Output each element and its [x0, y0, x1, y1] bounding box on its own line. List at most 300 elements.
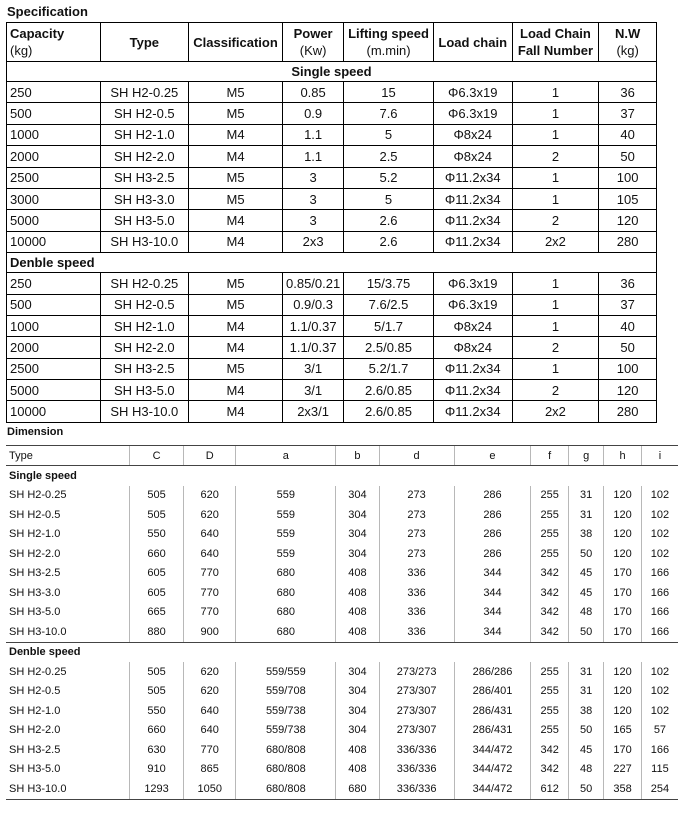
- spec-cell: 5000: [7, 210, 101, 231]
- spec-row: [7, 146, 657, 167]
- header-nw: N.W (kg): [599, 23, 657, 62]
- dimension-header-row: [6, 446, 678, 466]
- spec-cell: 1: [512, 188, 599, 209]
- dim-row: [6, 583, 678, 603]
- spec-cell: 3: [283, 167, 344, 188]
- spec-cell: 5.2: [344, 167, 434, 188]
- dim-cell: 680: [236, 583, 336, 603]
- spec-cell: 120: [599, 380, 657, 401]
- dim-cell: 342: [531, 583, 569, 603]
- dim-cell: 102: [641, 544, 678, 564]
- dim-cell: 342: [531, 740, 569, 760]
- dim-cell: 344: [454, 622, 531, 642]
- dim-cell: 342: [531, 622, 569, 642]
- dim-cell: SH H3-5.0: [9, 763, 61, 776]
- header-fall-number: Load Chain Fall Number: [512, 23, 599, 62]
- dim-cell: 273: [379, 525, 454, 545]
- dim-cell: 120: [604, 544, 642, 564]
- dim-cell: 640: [184, 701, 236, 721]
- spec-cell: SH H2-0.5: [100, 103, 188, 124]
- spec-row: [7, 82, 657, 103]
- dim-cell: 770: [184, 603, 236, 623]
- dim-cell: 255: [531, 486, 569, 506]
- dim-cell: 1050: [184, 779, 236, 799]
- dim-cell: 550: [129, 525, 183, 545]
- dim-cell: 505: [129, 486, 183, 506]
- spec-cell: 3000: [7, 188, 101, 209]
- spec-cell: 2500: [7, 167, 101, 188]
- spec-cell: SH H2-0.5: [100, 294, 188, 315]
- spec-cell: M5: [189, 358, 283, 379]
- dim-cell: 120: [604, 662, 642, 682]
- dim-cell: 255: [531, 544, 569, 564]
- dim-cell: 336: [379, 603, 454, 623]
- spec-cell: M4: [189, 146, 283, 167]
- spec-cell: 2x3: [283, 231, 344, 252]
- dim-cell: 336: [379, 564, 454, 584]
- spec-cell: 2: [512, 337, 599, 358]
- spec-cell: 3: [283, 210, 344, 231]
- dim-row: [6, 701, 678, 721]
- spec-row: [7, 210, 657, 231]
- spec-cell: 2.6/0.85: [344, 380, 434, 401]
- dim-cell: 102: [641, 525, 678, 545]
- spec-row: [7, 337, 657, 358]
- double-speed-section: Denble speed: [7, 253, 657, 273]
- dim-cell: 120: [604, 505, 642, 525]
- dim-cell: 680: [336, 779, 379, 799]
- spec-cell: 5.2/1.7: [344, 358, 434, 379]
- dim-cell: 680: [236, 622, 336, 642]
- spec-cell: Φ6.3x19: [433, 82, 512, 103]
- dim-cell: SH H2-0.5: [9, 685, 61, 698]
- dim-cell: 342: [531, 603, 569, 623]
- dim-row: [6, 662, 678, 682]
- spec-cell: Φ6.3x19: [433, 103, 512, 124]
- dim-cell: 559: [236, 505, 336, 525]
- spec-cell: 40: [599, 124, 657, 145]
- dim-header-cell: b: [336, 446, 379, 466]
- dim-cell: 665: [129, 603, 183, 623]
- spec-cell: 3/1: [283, 380, 344, 401]
- dim-header-cell: f: [531, 446, 569, 466]
- dim-cell: 38: [568, 701, 603, 721]
- spec-cell: 1: [512, 315, 599, 336]
- spec-header-row: [7, 23, 657, 62]
- dimension-table: [6, 445, 678, 800]
- dim-row: [6, 486, 678, 506]
- dim-cell: 865: [184, 760, 236, 780]
- spec-cell: M5: [189, 273, 283, 294]
- dim-cell: SH H2-2.0: [9, 724, 61, 737]
- dim-cell: 273/307: [379, 682, 454, 702]
- dim-cell: 1293: [129, 779, 183, 799]
- dim-double-speed-section: Denble speed: [6, 642, 678, 662]
- spec-cell: 2x2: [512, 231, 599, 252]
- dim-cell: 640: [184, 721, 236, 741]
- spec-cell: 50: [599, 146, 657, 167]
- dim-cell: 31: [568, 682, 603, 702]
- spec-cell: 2500: [7, 358, 101, 379]
- dim-cell: 38: [568, 525, 603, 545]
- dim-cell: 640: [184, 525, 236, 545]
- dim-cell: SH H3-5.0: [9, 606, 61, 619]
- spec-row: [7, 315, 657, 336]
- spec-cell: 280: [599, 401, 657, 422]
- dim-cell: 45: [568, 583, 603, 603]
- dim-cell: 166: [641, 622, 678, 642]
- dim-header-cell: e: [454, 446, 531, 466]
- dim-cell: SH H3-2.5: [9, 567, 61, 580]
- dim-row: [6, 603, 678, 623]
- dim-cell: 770: [184, 740, 236, 760]
- spec-cell: 2: [512, 210, 599, 231]
- dim-cell: 605: [129, 564, 183, 584]
- dim-cell: 50: [568, 544, 603, 564]
- spec-cell: 1: [512, 273, 599, 294]
- dim-row: [6, 721, 678, 741]
- spec-cell: SH H2-1.0: [100, 124, 188, 145]
- dim-cell: 620: [184, 662, 236, 682]
- dim-cell: 31: [568, 505, 603, 525]
- spec-cell: 15: [344, 82, 434, 103]
- spec-cell: 36: [599, 82, 657, 103]
- spec-cell: M4: [189, 210, 283, 231]
- spec-cell: Φ11.2x34: [433, 380, 512, 401]
- dim-cell: 559: [236, 544, 336, 564]
- spec-cell: M5: [189, 188, 283, 209]
- dim-cell: 408: [336, 564, 379, 584]
- spec-cell: Φ11.2x34: [433, 167, 512, 188]
- dim-cell: 640: [184, 544, 236, 564]
- spec-row: [7, 124, 657, 145]
- spec-cell: 2.5: [344, 146, 434, 167]
- dim-cell: 120: [604, 486, 642, 506]
- spec-cell: M4: [189, 380, 283, 401]
- spec-row: [7, 380, 657, 401]
- dim-cell: 304: [336, 701, 379, 721]
- spec-cell: 500: [7, 294, 101, 315]
- dim-cell: SH H2-2.0: [9, 547, 61, 560]
- spec-cell: 120: [599, 210, 657, 231]
- dim-cell: SH H3-3.0: [9, 586, 61, 599]
- dim-row: [6, 505, 678, 525]
- dim-cell: 57: [641, 721, 678, 741]
- spec-cell: 1: [512, 82, 599, 103]
- spec-cell: 37: [599, 103, 657, 124]
- spec-cell: 1000: [7, 124, 101, 145]
- dim-row: [6, 525, 678, 545]
- dim-cell: 255: [531, 662, 569, 682]
- dim-cell: 286: [454, 544, 531, 564]
- dimension-title: Dimension: [7, 426, 64, 438]
- dim-cell: 304: [336, 525, 379, 545]
- spec-cell: SH H3-2.5: [100, 167, 188, 188]
- spec-cell: 1: [512, 294, 599, 315]
- spec-cell: 5000: [7, 380, 101, 401]
- dim-cell: 620: [184, 505, 236, 525]
- dim-cell: 630: [129, 740, 183, 760]
- spec-cell: 10000: [7, 401, 101, 422]
- spec-row: [7, 188, 657, 209]
- spec-cell: 2000: [7, 337, 101, 358]
- spec-row: [7, 401, 657, 422]
- dim-cell: 342: [531, 564, 569, 584]
- dim-cell: 304: [336, 682, 379, 702]
- spec-row: [7, 358, 657, 379]
- spec-cell: 37: [599, 294, 657, 315]
- dim-cell: 170: [604, 564, 642, 584]
- dim-cell: SH H2-1.0: [9, 528, 61, 541]
- dim-cell: 45: [568, 564, 603, 584]
- dim-cell: 505: [129, 682, 183, 702]
- dim-cell: 165: [604, 721, 642, 741]
- spec-row: [7, 273, 657, 294]
- dim-row: [6, 779, 678, 799]
- dim-row: [6, 564, 678, 584]
- dim-header-cell: g: [568, 446, 603, 466]
- spec-cell: 2.5/0.85: [344, 337, 434, 358]
- spec-cell: 40: [599, 315, 657, 336]
- dim-cell: 286/286: [454, 662, 531, 682]
- dim-cell: 255: [531, 682, 569, 702]
- dim-cell: 255: [531, 701, 569, 721]
- header-classification: Classification: [189, 23, 283, 62]
- spec-cell: 7.6/2.5: [344, 294, 434, 315]
- dim-cell: 120: [604, 682, 642, 702]
- dim-cell: 680/808: [236, 779, 336, 799]
- spec-cell: 36: [599, 273, 657, 294]
- dim-cell: 120: [604, 525, 642, 545]
- dim-cell: 286: [454, 525, 531, 545]
- dim-cell: SH H2-0.25: [9, 489, 67, 502]
- dim-cell: 273/307: [379, 721, 454, 741]
- dim-cell: 770: [184, 583, 236, 603]
- spec-cell: SH H2-0.25: [100, 82, 188, 103]
- dim-cell: SH H2-0.5: [9, 508, 61, 521]
- dim-cell: 286: [454, 505, 531, 525]
- spec-cell: 1: [512, 103, 599, 124]
- spec-cell: SH H3-10.0: [100, 231, 188, 252]
- dim-cell: 50: [568, 721, 603, 741]
- spec-cell: M4: [189, 231, 283, 252]
- spec-cell: SH H2-2.0: [100, 337, 188, 358]
- header-capacity: Capacity (kg): [7, 23, 101, 62]
- spec-row: [7, 231, 657, 252]
- dim-cell: 227: [604, 760, 642, 780]
- dim-row: [6, 682, 678, 702]
- spec-cell: SH H2-1.0: [100, 315, 188, 336]
- dim-cell: 336: [379, 583, 454, 603]
- dim-cell: 408: [336, 740, 379, 760]
- dim-cell: 660: [129, 721, 183, 741]
- dim-cell: 620: [184, 682, 236, 702]
- dim-cell: SH H3-2.5: [9, 743, 61, 756]
- spec-cell: M4: [189, 337, 283, 358]
- dim-cell: 170: [604, 622, 642, 642]
- spec-row: [7, 167, 657, 188]
- dim-cell: 344: [454, 583, 531, 603]
- dim-cell: 680: [236, 564, 336, 584]
- dim-cell: SH H3-10.0: [6, 622, 129, 642]
- dim-cell: 48: [568, 603, 603, 623]
- dim-cell: 559/708: [236, 682, 336, 702]
- spec-cell: SH H3-5.0: [100, 210, 188, 231]
- dim-cell: 102: [641, 486, 678, 506]
- spec-cell: SH H3-2.5: [100, 358, 188, 379]
- dim-cell: 273: [379, 505, 454, 525]
- spec-cell: SH H2-2.0: [100, 146, 188, 167]
- dim-header-cell: a: [236, 446, 336, 466]
- single-speed-section: Single speed: [7, 62, 657, 82]
- dim-cell: 559: [236, 525, 336, 545]
- dim-cell: 166: [641, 740, 678, 760]
- spec-cell: 1000: [7, 315, 101, 336]
- header-lifting-speed: Lifting speed (m.min): [344, 23, 434, 62]
- spec-cell: 2: [512, 146, 599, 167]
- dim-cell: 344/472: [454, 740, 531, 760]
- spec-cell: 250: [7, 82, 101, 103]
- spec-cell: M5: [189, 294, 283, 315]
- dim-row: [6, 740, 678, 760]
- dim-cell: 273: [379, 544, 454, 564]
- dim-header-cell: D: [184, 446, 236, 466]
- spec-cell: M4: [189, 124, 283, 145]
- spec-cell: 1: [512, 358, 599, 379]
- dim-cell: 344: [454, 564, 531, 584]
- specification-table: [6, 22, 657, 423]
- dim-cell: 342: [531, 760, 569, 780]
- dim-cell: 255: [531, 525, 569, 545]
- dim-cell: 344/472: [454, 760, 531, 780]
- spec-row: [7, 103, 657, 124]
- spec-cell: M4: [189, 401, 283, 422]
- spec-cell: Φ11.2x34: [433, 188, 512, 209]
- dim-cell: 605: [129, 583, 183, 603]
- spec-cell: 10000: [7, 231, 101, 252]
- spec-row: [7, 294, 657, 315]
- dim-cell: 408: [336, 583, 379, 603]
- dim-header-cell: Type: [6, 446, 129, 466]
- dim-cell: 166: [641, 603, 678, 623]
- dim-cell: 680: [236, 603, 336, 623]
- dim-cell: 115: [641, 760, 678, 780]
- spec-cell: SH H2-0.25: [100, 273, 188, 294]
- spec-cell: SH H3-3.0: [100, 188, 188, 209]
- spec-cell: Φ11.2x34: [433, 358, 512, 379]
- spec-cell: SH H3-5.0: [100, 380, 188, 401]
- spec-cell: M5: [189, 167, 283, 188]
- dim-cell: 336/336: [379, 779, 454, 799]
- dim-cell: 344/472: [454, 779, 531, 799]
- spec-cell: M5: [189, 82, 283, 103]
- dim-cell: 660: [129, 544, 183, 564]
- spec-cell: 2x2: [512, 401, 599, 422]
- dim-cell: SH H2-0.25: [9, 665, 67, 678]
- spec-cell: 280: [599, 231, 657, 252]
- dim-cell: 304: [336, 505, 379, 525]
- dim-cell: 273/273: [379, 662, 454, 682]
- dim-cell: 102: [641, 701, 678, 721]
- spec-cell: 2.6: [344, 231, 434, 252]
- dim-cell: 550: [129, 701, 183, 721]
- spec-cell: 0.85: [283, 82, 344, 103]
- spec-cell: 100: [599, 167, 657, 188]
- dim-cell: 336/336: [379, 760, 454, 780]
- spec-cell: Φ11.2x34: [433, 210, 512, 231]
- spec-cell: 105: [599, 188, 657, 209]
- specification-title: Specification: [7, 4, 88, 19]
- dim-cell: 770: [184, 564, 236, 584]
- dim-cell: 170: [604, 740, 642, 760]
- header-load-chain: Load chain: [433, 23, 512, 62]
- dim-cell: 273: [379, 486, 454, 506]
- dim-cell: 170: [604, 603, 642, 623]
- dim-cell: 31: [568, 486, 603, 506]
- dim-cell: 559: [236, 486, 336, 506]
- spec-cell: 50: [599, 337, 657, 358]
- dim-cell: 255: [531, 721, 569, 741]
- dim-cell: 286/431: [454, 701, 531, 721]
- dim-cell: 880: [129, 622, 183, 642]
- dim-cell: 612: [531, 779, 569, 799]
- spec-cell: 100: [599, 358, 657, 379]
- spec-cell: 5: [344, 124, 434, 145]
- dim-cell: 286/401: [454, 682, 531, 702]
- dim-cell: 120: [604, 701, 642, 721]
- dim-cell: SH H2-1.0: [9, 704, 61, 717]
- spec-cell: Φ8x24: [433, 337, 512, 358]
- dim-cell: 50: [568, 622, 603, 642]
- dim-cell: 166: [641, 583, 678, 603]
- dim-cell: 559/559: [236, 662, 336, 682]
- dim-cell: 304: [336, 662, 379, 682]
- spec-cell: 2000: [7, 146, 101, 167]
- dim-cell: 336/336: [379, 740, 454, 760]
- dim-cell: 900: [184, 622, 236, 642]
- spec-cell: 1: [512, 167, 599, 188]
- spec-cell: 1.1/0.37: [283, 315, 344, 336]
- dim-cell: 286: [454, 486, 531, 506]
- dim-cell: 31: [568, 662, 603, 682]
- dim-cell: 50: [568, 779, 603, 799]
- dim-cell: 344: [454, 603, 531, 623]
- dim-cell: 680/808: [236, 740, 336, 760]
- spec-cell: M5: [189, 103, 283, 124]
- dim-cell: 45: [568, 740, 603, 760]
- spec-cell: Φ11.2x34: [433, 401, 512, 422]
- dim-cell: 620: [184, 486, 236, 506]
- dim-cell: 304: [336, 486, 379, 506]
- dim-header-cell: d: [379, 446, 454, 466]
- spec-cell: 1.1: [283, 124, 344, 145]
- header-type: Type: [100, 23, 188, 62]
- spec-cell: 3/1: [283, 358, 344, 379]
- spec-cell: 1: [512, 124, 599, 145]
- spec-cell: Φ6.3x19: [433, 294, 512, 315]
- spec-cell: Φ8x24: [433, 315, 512, 336]
- spec-cell: 2: [512, 380, 599, 401]
- dim-cell: 358: [604, 779, 642, 799]
- spec-cell: 2.6: [344, 210, 434, 231]
- spec-cell: 2.6/0.85: [344, 401, 434, 422]
- dim-cell: 910: [129, 760, 183, 780]
- header-power: Power (Kw): [283, 23, 344, 62]
- dim-cell: 286/431: [454, 721, 531, 741]
- dim-cell: 304: [336, 721, 379, 741]
- spec-cell: 3: [283, 188, 344, 209]
- spec-cell: 500: [7, 103, 101, 124]
